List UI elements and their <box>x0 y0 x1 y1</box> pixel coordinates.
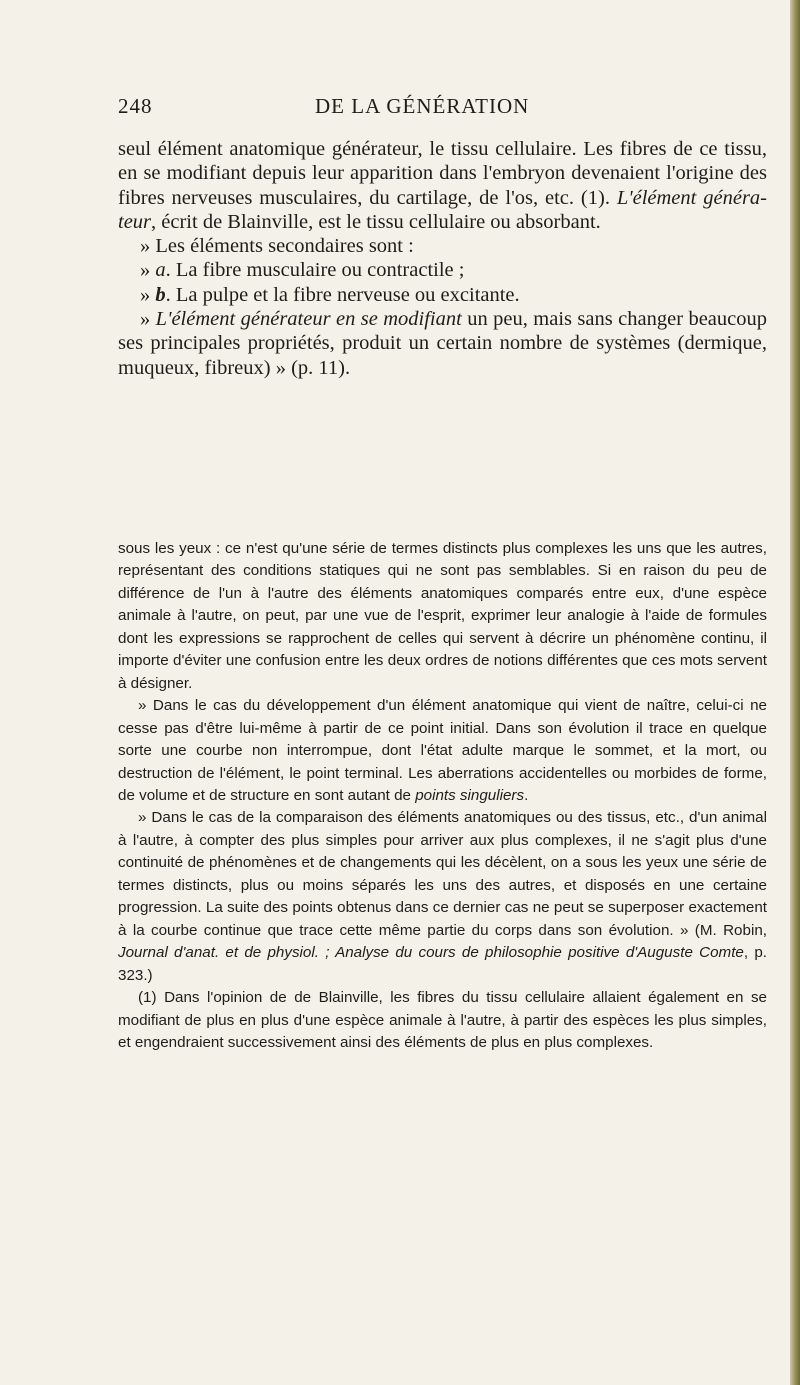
paragraph <box>118 283 767 307</box>
footnote-paragraph: sous les yeux : ce n'est qu'une série de termes distincts plus complexes les uns que les autres, représentant des conditions statiques qui ne sont pas semblables. Si en raison du peu de différence de l'un à l'autre des éléments anatomiques comparés entre eux, d'une espèce animale à l'autre, on peut, par une vue de l'esprit, exprimer leur analogie à l'aide de formules dont les expressions se rapprochent de celles qui servent à décrire un phénomène continu, il importe d'éviter une confusion entre les deux ordres de notions différentes que ces mots servent à désigner. <box>118 540 767 692</box>
text-span: , écrit de Blainville, est le tissu cellulaire ou absorbant. <box>151 210 601 233</box>
footnotes <box>118 538 767 1054</box>
text-span: seul élément anatomique générateur, le tissu cellulaire. Les fibres de ce tissu, en se modifiant depuis leur apparition dans l'embryon devenaient l'origine des fibres nerveuses musculaires, du cartilage, de l'os, etc. (1). <box>118 138 767 209</box>
italic-span: L'élément générateur en se modifiant <box>155 308 462 331</box>
text-span: » Dans le cas du développement d'un élément anatomique qui vient de naître, celui-ci ne cesse pas d'être lui-même à partir de ce point initial. Dans son évolution il trace en quelque sorte une courbe non interrompue, dont l'état adulte marque le sommet, et la mort, ou destruction de l'élément, le point terminal. Les aberrations accidentelles ou morbides de forme, de volume et de structure en sont autant de <box>118 697 767 804</box>
page-binding-edge <box>790 0 800 1385</box>
text-span: . <box>524 786 529 804</box>
running-title: DE LA GÉNÉRATION <box>315 94 530 118</box>
text-span: , p. 323.) <box>118 944 768 984</box>
italic-span: L'élément généra-teur <box>118 186 767 233</box>
text-span: » <box>140 283 156 306</box>
italic-span: points singuliers <box>415 786 525 804</box>
text-span: . La fibre musculaire ou contractile ; <box>165 259 465 282</box>
text-span: un peu, mais sans changer beaucoup ses principales propriétés, produit un certain nombre de systèmes (dermique, muqueux, fibreux) » (p. 11). <box>118 308 767 379</box>
footnote-paragraph: (1) Dans l'opinion de de Blainville, les fibres du tissu cellulaire allaient également en se modifiant de plus en plus d'une espèce animale à l'autre, à partir des espèces les plus simples, et engendraient successivement ainsi des éléments de plus en plus complexes. <box>118 989 767 1051</box>
italic-span: b <box>155 283 166 306</box>
italic-span: Journal d'anat. et de physiol. ; Analyse du cours de philosophie positive d'Auguste Comte <box>118 944 744 962</box>
main-text <box>118 137 767 380</box>
paragraph <box>118 258 767 282</box>
page-number: 248 <box>118 94 153 118</box>
text-span: . La pulpe et la fibre nerveuse ou excitante. <box>165 283 520 306</box>
italic-span: a <box>155 259 166 282</box>
text-span: » Dans le cas de la comparaison des éléments anatomiques ou des tissus, etc., d'un animal à l'autre, à compter des plus simples pour arriver aux plus complexes, il ne s'agit plus d'une continuité de phénomènes et de changements qui les décèlent, on a sous les yeux une série de termes distincts, plus ou moins séparés les uns des autres, et disposés en une certaine progression. La suite des points obtenus dans ce dernier cas ne peut se superposer exactement à la courbe continue que trace cette même partie du corps dans son évolution. » (M. Robin, <box>118 809 767 939</box>
paragraph: » Les éléments secondaires sont : <box>140 235 414 258</box>
text-span: » <box>140 308 156 331</box>
footnote-paragraph <box>118 695 767 807</box>
page-header <box>118 94 758 120</box>
paragraph <box>118 307 767 380</box>
footnote-paragraph <box>118 807 767 987</box>
text-span: » <box>140 259 156 282</box>
paragraph <box>118 137 767 234</box>
